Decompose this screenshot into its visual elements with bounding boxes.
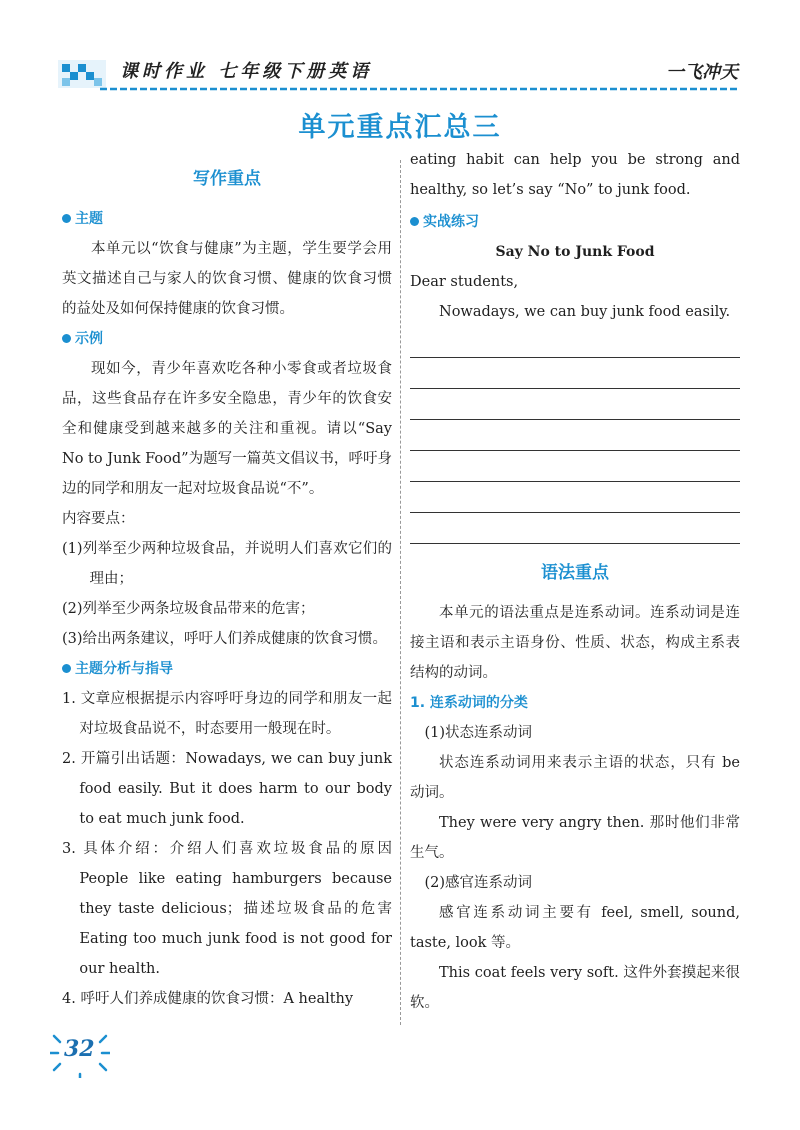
classify-label: 1. 连系动词的分类 bbox=[410, 695, 528, 711]
header-title: 课时作业 七年级下册英语 bbox=[120, 61, 373, 82]
analysis-item: 4. 呼吁人们养成健康的饮食习惯：A healthy bbox=[62, 991, 354, 1007]
sense-label: (2)感官连系动词 bbox=[424, 875, 533, 891]
writing-line[interactable] bbox=[410, 513, 740, 544]
analysis-item: 2. 开篇引出话题：Nowadays, we can buy junk food easily. But it does harm to our body to eat much junk food. bbox=[62, 751, 392, 827]
state-example: They were very angry then. 那时他们非常生气。 bbox=[410, 815, 740, 861]
writing-line[interactable] bbox=[410, 482, 740, 513]
theme-label: 主题 bbox=[62, 204, 392, 234]
page-title: 单元重点汇总三 bbox=[298, 112, 502, 143]
writing-line[interactable] bbox=[410, 420, 740, 451]
sense-text: 感官连系动词主要有 feel, smell, sound, taste, look 等。 bbox=[410, 905, 740, 951]
analysis-label: 主题分析与指导 bbox=[62, 654, 392, 684]
greeting: Dear students, bbox=[410, 274, 519, 290]
header-divider bbox=[100, 86, 740, 92]
analysis-item: 3. 具体介绍：介绍人们喜欢垃圾食品的原因 People like eating hamburgers because they taste delicious；描述垃圾食品的危害 Eating too much junk food is not good for our health. bbox=[62, 841, 392, 977]
theme-text: 本单元以“饮食与健康”为主题，学生要学会用英文描述自己与家人的饮食习惯、健康的饮食习惯的益处及如何保持健康的饮食习惯。 bbox=[62, 241, 392, 317]
right-column bbox=[410, 145, 740, 1018]
example-label: 示例 bbox=[62, 324, 392, 354]
sense-example: This coat feels very soft. 这件外套摸起来很软。 bbox=[410, 965, 740, 1011]
grammar-heading: 语法重点 bbox=[541, 563, 609, 583]
essay-first-line: Nowadays, we can buy junk food easily. bbox=[439, 304, 731, 320]
point-item: (1)列举至少两种垃圾食品，并说明人们喜欢它们的理由； bbox=[62, 541, 392, 587]
essay-title: Say No to Junk Food bbox=[495, 244, 655, 260]
header-brand: 一飞冲天 bbox=[666, 62, 738, 83]
practice-label: 实战练习 bbox=[410, 207, 740, 237]
points-label: 内容要点： bbox=[62, 511, 135, 527]
example-text: 现如今，青少年喜欢吃各种小零食或者垃圾食品，这些食品存在许多安全隐患，青少年的饮食安全和健康受到越来越多的关注和重视。请以“Say No to Junk Food”为题写一篇英文倡议书，呼吁身边的同学和朋友一起对垃圾食品说“不”。 bbox=[62, 361, 392, 497]
writing-line[interactable] bbox=[410, 389, 740, 420]
page-number: 32 bbox=[64, 1036, 95, 1062]
writing-line[interactable] bbox=[410, 451, 740, 482]
analysis-item: 1. 文章应根据提示内容呼吁身边的同学和朋友一起对垃圾食品说不，时态要用一般现在时。 bbox=[62, 691, 392, 737]
grammar-intro: 本单元的语法重点是连系动词。连系动词是连接主语和表示主语身份、性质、状态，构成主系表结构的动词。 bbox=[410, 605, 740, 681]
left-column bbox=[62, 160, 392, 1014]
state-label: (1)状态连系动词 bbox=[424, 725, 533, 741]
writing-line[interactable] bbox=[410, 358, 740, 389]
continued-text: eating habit can help you be strong and healthy, so let’s say “No” to junk food. bbox=[410, 152, 740, 198]
point-item: (3)给出两条建议，呼吁人们养成健康的饮食习惯。 bbox=[62, 631, 388, 647]
point-item: (2)列举至少两条垃圾食品带来的危害； bbox=[62, 601, 315, 617]
writing-line[interactable] bbox=[410, 327, 740, 358]
writing-heading: 写作重点 bbox=[193, 169, 261, 189]
column-divider bbox=[400, 160, 401, 1025]
state-text: 状态连系动词用来表示主语的状态，只有 be 动词。 bbox=[410, 755, 740, 801]
checkered-logo-icon bbox=[58, 60, 106, 88]
